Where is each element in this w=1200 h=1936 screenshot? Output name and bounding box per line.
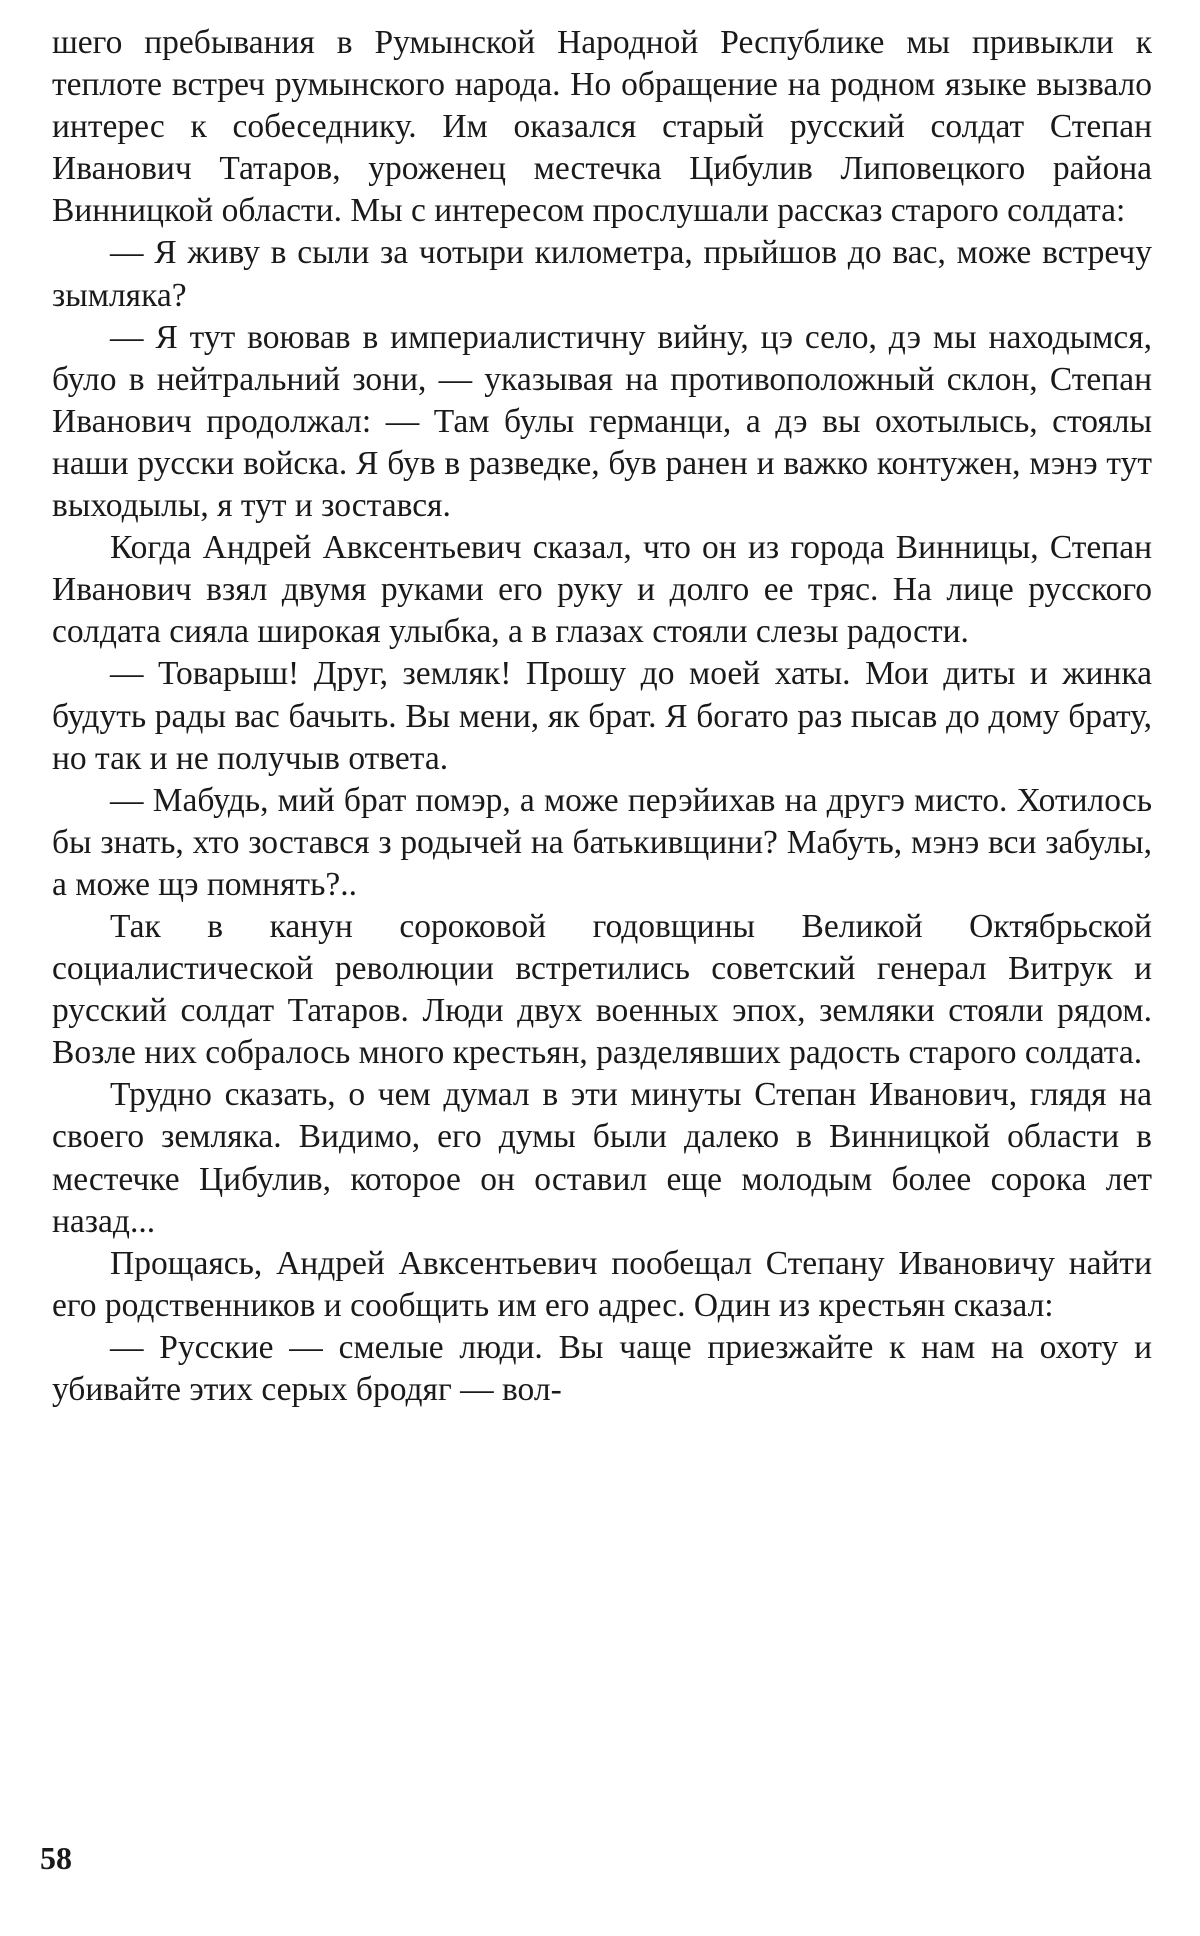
paragraph-5: — Товарыш! Друг, земляк! Прошу до моей хаты. Мои диты и жинка будуть рады вас бачыть. Вы мени, як брат. Я богато раз пысав до дому брату, но так и не получыв ответа. (52, 655, 1152, 777)
paragraph-10: — Русские — смелые люди. Вы чаще приезжайте к нам на охоту и убивайте этих серых бродяг — вол- (52, 1328, 1152, 1408)
paragraph-1: шего пребывания в Румынской Народной Республике мы привыкли к теплоте встреч румынского народа. Но обращение на родном языке вызвало интерес к собеседнику. Им оказался старый русский солдат Степан Иванович Татаров, уроженец местечка Цибулив Липовецкого района Винницкой области. Мы с интересом прослушали рассказ старого солдата: (52, 24, 1152, 230)
paragraph-2: — Я живу в сыли за чотыри километра, прыйшов до вас, може встречу зымляка? (52, 234, 1152, 314)
paragraph-3: — Я тут воював в империалистичну вийну, цэ село, дэ мы находымся, було в нейтральний зони, — указывая на противоположный склон, Степан Иванович продолжал: — Там булы германци, а дэ вы охотылысь, стоялы наши русски войска. Я був в разведке, був ранен и важко контужен, мэнэ тут выходылы, я тут и зостався. (52, 318, 1152, 525)
paragraph-7: Так в канун сороковой годовщины Великой Октябрьской социалистической революции встретились советский генерал Витрук и русский солдат Татаров. Люди двух военных эпох, земляки стояли рядом. Возле них собралось много крестьян, разделявших радость старого солдата. (52, 907, 1152, 1072)
page-text (52, 22, 1152, 1411)
paragraph-9: Прощаясь, Андрей Авксентьевич пообещал Степану Ивановичу найти его родственников и сообщить им его адрес. Один из крестьян сказал: (52, 1244, 1152, 1324)
page-number: 58 (40, 1840, 72, 1876)
paragraph-6: — Мабудь, мий брат помэр, а може перэйихав на другэ мисто. Хотилось бы знать, хто зостався з родычей на батькивщини? Мабуть, мэнэ вси забулы, а може щэ помнять?.. (52, 781, 1152, 903)
paragraph-4: Когда Андрей Авксентьевич сказал, что он из города Винницы, Степан Иванович взял двумя руками его руку и долго ее тряс. На лице русского солдата сияла широкая улыбка, а в глазах стояли слезы радости. (52, 529, 1152, 651)
paragraph-8: Трудно сказать, о чем думал в эти минуты Степан Иванович, глядя на своего земляка. Видимо, его думы были далеко в Винницкой области в местечке Цибулив, которое он оставил еще молодым более сорока лет назад... (52, 1076, 1152, 1240)
